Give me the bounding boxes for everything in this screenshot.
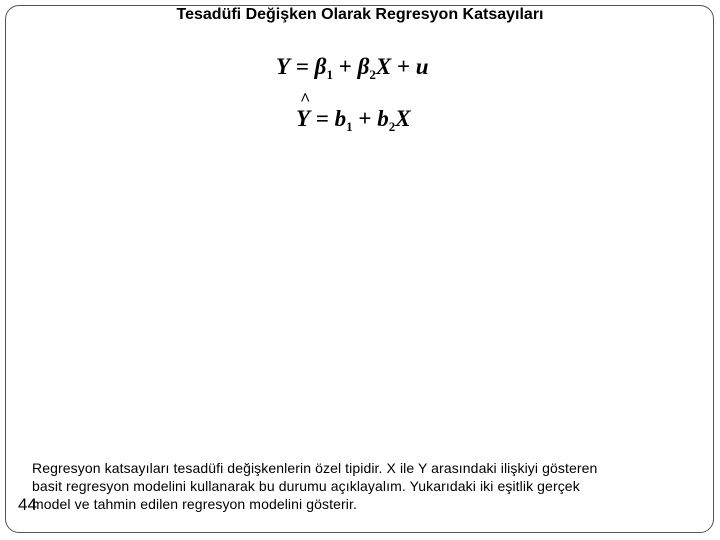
eq1-sub1: 1 bbox=[326, 67, 333, 82]
eq1-x: X bbox=[375, 54, 392, 79]
eq1-beta2: β bbox=[357, 54, 370, 79]
population-regression-equation bbox=[276, 54, 429, 83]
slide-frame bbox=[5, 5, 714, 533]
eq1-u: u bbox=[415, 54, 429, 79]
body-paragraph bbox=[32, 459, 692, 513]
body-line-1: Regresyon katsayıları tesadüfi değişkenlerin özel tipidir. X ile Y arasındaki ilişkiyi gösteren bbox=[32, 460, 598, 476]
eq1-plus1: + bbox=[338, 54, 352, 79]
eq2-b2: b bbox=[377, 106, 389, 131]
eq1-beta1: β bbox=[314, 54, 327, 79]
eq2-plus: + bbox=[358, 106, 372, 131]
slide-title: Tesadüfi Değişken Olarak Regresyon Katsayıları bbox=[176, 6, 544, 23]
eq2-sub2: 2 bbox=[388, 119, 396, 134]
eq2-y-hat: ^ Y bbox=[296, 106, 310, 132]
estimated-regression-equation bbox=[296, 106, 411, 135]
eq1-sub2: 2 bbox=[369, 67, 376, 82]
eq2-x: X bbox=[395, 106, 411, 131]
eq2-sub1: 1 bbox=[346, 119, 353, 134]
eq2-equals: = bbox=[315, 106, 329, 131]
eq1-plus2: + bbox=[396, 54, 411, 79]
eq1-y: Y bbox=[276, 54, 291, 79]
page-number: 44 bbox=[18, 495, 37, 514]
body-line-2: basit regresyon modelini kullanarak bu durumu açıklayalım. Yukarıdaki iki eşitlik gerçek bbox=[32, 478, 580, 494]
body-line-3: model ve tahmin edilen regresyon modelini gösterir. bbox=[32, 496, 357, 512]
eq2-b1: b bbox=[334, 106, 347, 131]
eq1-equals: = bbox=[295, 54, 309, 79]
